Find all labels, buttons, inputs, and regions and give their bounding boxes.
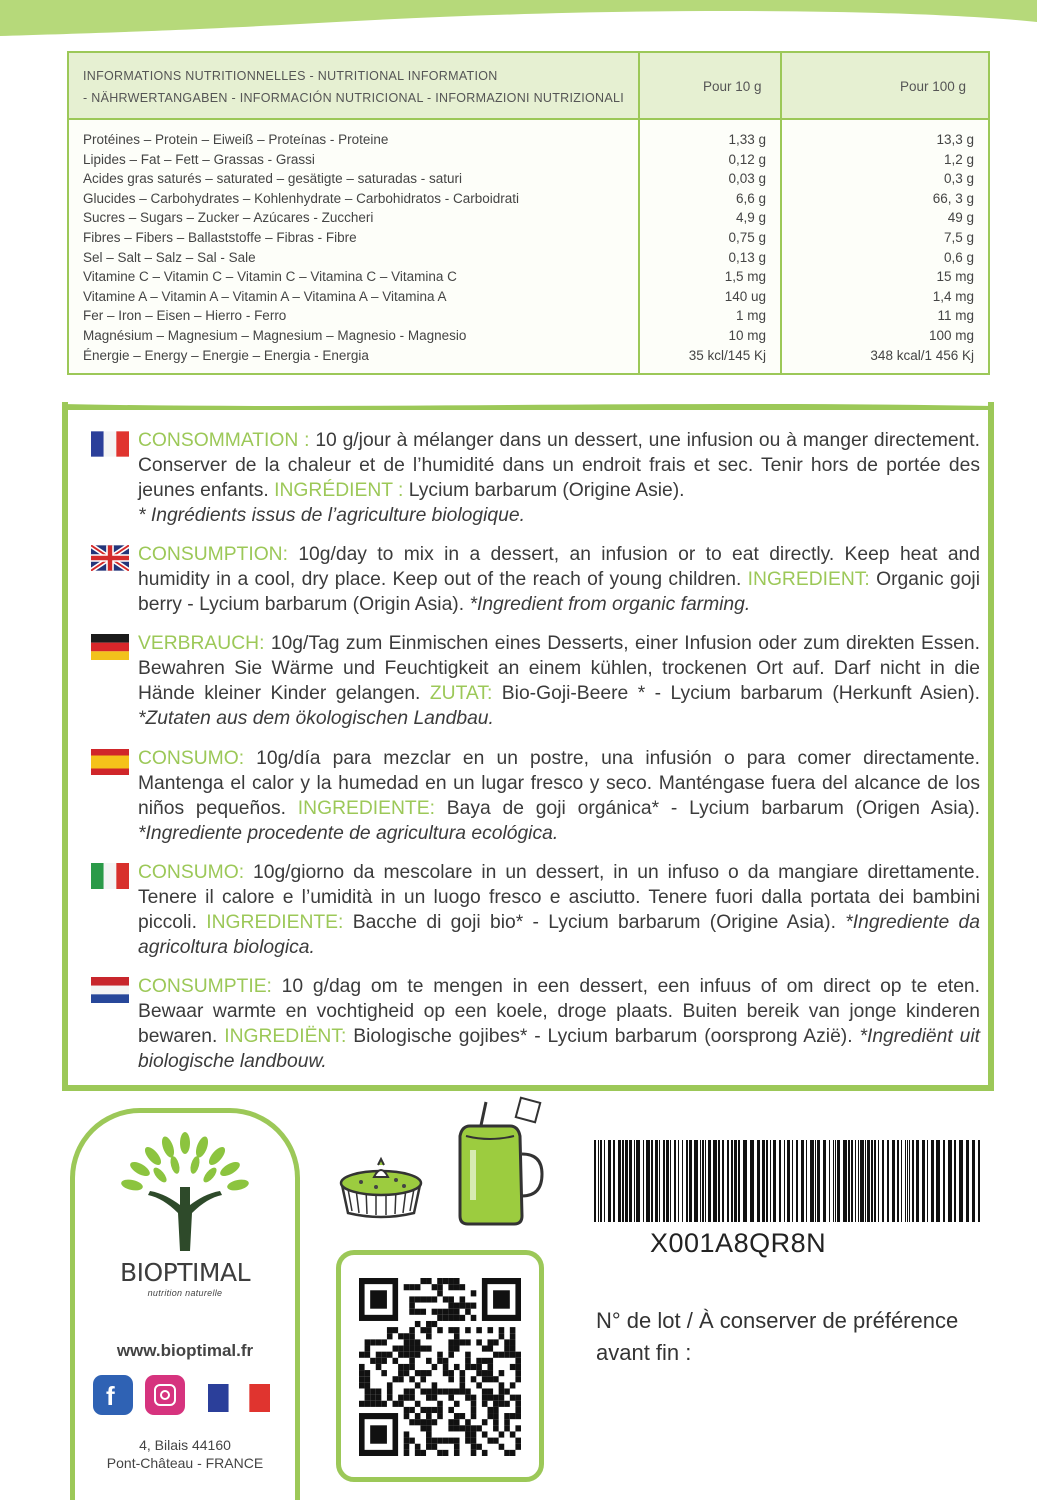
- nutrient-label: Fer – Iron – Eisen – Hierro - Ferro: [83, 308, 287, 324]
- spanish-flag-icon: [91, 749, 129, 775]
- brand-name: BIOPTIMAL: [119, 1258, 251, 1287]
- nutrient-label: Sucres – Sugars – Zucker – Azúcares - Zuccheri: [83, 210, 374, 226]
- instagram-icon[interactable]: [145, 1375, 185, 1415]
- nutrient-label: Vitamine A – Vitamin A – Vitamin A – Vitamina A – Vitamina A: [83, 288, 447, 304]
- fr-consumption-text: 10 g/jour à mélanger dans un dessert, une infusion ou à manger directement. Conserver de la chaleur et de l’humidité dans un endroit frais et sec. Tenir hors de portée des jeunes enfants.: [138, 430, 980, 501]
- value-per-10g: 1 mg: [735, 308, 766, 324]
- en-consumption-keyword: CONSUMPTION:: [138, 544, 288, 565]
- de-ingredient-text: Bio-Goji-Beere * - Lycium barbarum (Herkunft Asien).: [492, 683, 981, 704]
- value-per-10g: 1,5 mg: [724, 269, 766, 285]
- value-per-100g: 0,3 g: [943, 171, 974, 187]
- de-organic-note: *Zutaten aus dem ökologischen Landbau.: [138, 708, 494, 729]
- value-per-100g: 13,3 g: [936, 132, 974, 147]
- it-consumption-text: 10g/giorno da mescolare in un dessert, in un infuso o da mangiare direttamente. Tenere il calore e l’umidità in un luogo fresco e asciutto. Tenere fuori dalla portata dei bambini piccoli.: [138, 862, 980, 933]
- value-per-100g: 49 g: [947, 210, 974, 226]
- nutrition-title-line1: INFORMATIONS NUTRITIONNELLES - NUTRITIONAL INFORMATION: [83, 69, 498, 83]
- value-per-100g: 7,5 g: [943, 229, 974, 245]
- es-text: [138, 746, 980, 846]
- value-per-10g: 0,13 g: [728, 249, 766, 265]
- barcode-number: X001A8QR8N: [650, 1228, 827, 1258]
- nutrient-label: Protéines – Protein – Eiweiß – Proteínas - Proteine: [83, 132, 389, 147]
- nl-organic-note: *Ingrediënt uit biologische landbouw.: [138, 1026, 980, 1072]
- top-green-wave: [0, 0, 1037, 40]
- de-consumption-keyword: VERBRAUCH:: [138, 633, 265, 654]
- dutch-flag-icon: [91, 977, 129, 1003]
- nl-text: [138, 974, 980, 1074]
- smoothie-jar-icon: [450, 1096, 550, 1228]
- nl-ingredient-text: Biologische gojibes* - Lycium barbarum (oorsprong Azië).: [346, 1026, 860, 1047]
- value-per-100g: 348 kcal/1 456 Kj: [870, 347, 974, 363]
- nl-ingredient-keyword: INGREDIËNT:: [224, 1026, 347, 1047]
- nutrition-row: [69, 328, 988, 348]
- nutrition-row: [69, 210, 988, 230]
- nutrient-label: Glucides – Carbohydrates – Kohlenhydrate – Carbohidratos - Carboidrati: [83, 190, 519, 206]
- es-consumption-text: 10g/día para mezclar en un postre, una infusión o para comer directamente. Mantenga el calor y la humedad en un lugar fresco y seco. Manténgase fuera del alcance de los niños pequeños.: [138, 748, 980, 819]
- value-per-10g: 0,03 g: [728, 171, 766, 187]
- nutrition-row: [69, 230, 988, 250]
- brand-tagline: nutrition naturelle: [147, 1288, 223, 1298]
- address-line2: Pont-Château - FRANCE: [106, 1455, 264, 1471]
- value-per-100g: 1,2 g: [943, 151, 974, 167]
- es-consumption-keyword: CONSUMO:: [138, 748, 245, 769]
- lot-label-line1: N° de lot / À conserver de préférence: [596, 1308, 959, 1333]
- header-divider: [69, 118, 988, 120]
- usage-instructions: [62, 402, 994, 1091]
- de-consumption-text: 10g/Tag zum Einmischen eines Desserts, einer Infusion oder zum direkten Essen. Bewahren Sie Wärme und Feuchtigkeit an einem kühlen, trockenen Ort auf. Darf nicht in die Hände kleiner Kinder gelangen.: [138, 633, 980, 704]
- qr-code-frame: [336, 1250, 544, 1482]
- italian-flag-icon: [91, 863, 129, 889]
- it-ingredient-text: Bacche di goji bio* - Lycium barbarum (Origine Asia).: [343, 912, 846, 933]
- nutrient-label: Énergie – Energy – Energie – Energia - Energia: [83, 347, 369, 363]
- french-flag-icon: [91, 431, 129, 457]
- value-per-100g: 11 mg: [937, 308, 974, 324]
- es-ingredient-text: Baya de goji orgánica* - Lycium barbarum (Origen Asia).: [434, 798, 980, 819]
- fr-organic-note: * Ingrédients issus de l’agriculture biologique.: [138, 505, 525, 526]
- en-consumption-text: 10g/day to mix in a dessert, an infusion or to eat directly. Keep heat and humidity in a cool, dry place. Keep out of the reach of young children.: [138, 544, 980, 590]
- nutrition-row: [69, 308, 988, 328]
- tree-logo-icon: [120, 1131, 250, 1256]
- website-link[interactable]: www.bioptimal.fr: [116, 1341, 254, 1360]
- nutrition-rows: [69, 132, 988, 367]
- value-per-10g: 1,33 g: [728, 132, 766, 147]
- nutrition-header: [69, 53, 988, 118]
- en-ingredient-keyword: INGREDIENT:: [747, 569, 870, 590]
- es-organic-note: *Ingrediente procedente de agricultura ecológica.: [138, 823, 559, 844]
- en-ingredient-text: Organic goji berry - Lycium barbarum (Origin Asia).: [138, 569, 980, 615]
- nutrition-row: [69, 191, 988, 211]
- nutrition-row: [69, 269, 988, 289]
- de-ingredient-keyword: ZUTAT:: [429, 683, 493, 704]
- nutrient-label: Fibres – Fibers – Ballaststoffe – Fibras - Fibre: [83, 229, 357, 245]
- value-per-10g: 140 ug: [724, 288, 766, 304]
- value-per-100g: 100 mg: [928, 327, 974, 343]
- nutrient-label: Acides gras saturés – saturated – gesätigte – saturadas - saturi: [83, 171, 462, 187]
- nutrition-row: [69, 171, 988, 191]
- it-organic-note: *Ingrediente da agricoltura biologica.: [138, 912, 981, 958]
- value-per-100g: 0,6 g: [943, 249, 974, 265]
- nutrient-label: Lipides – Fat – Fett – Grassas - Grassi: [83, 151, 315, 167]
- nutrition-row: [69, 132, 988, 152]
- es-ingredient-keyword: INGREDIENTE:: [297, 798, 435, 819]
- nutrition-row: [69, 250, 988, 270]
- qr-code-icon[interactable]: [359, 1278, 521, 1456]
- nutrient-label: Vitamine C – Vitamin C – Vitamin C – Vitamina C – Vitamina C: [83, 269, 457, 285]
- nl-consumption-text: 10 g/dag om te mengen in een dessert, een infuus of om direct op te eten. Bewaar warmte en vochtigheid op een koele, droge plaats. Buiten bereik van jonge kinderen bewaren.: [138, 976, 980, 1047]
- nutrition-row: [69, 348, 988, 368]
- nl-consumption-keyword: CONSUMPTIE:: [138, 976, 272, 997]
- column-header-10g: Pour 10 g: [703, 79, 762, 94]
- value-per-10g: 35 kcl/145 Kj: [688, 347, 766, 363]
- en-organic-note: *Ingredient from organic farming.: [469, 594, 751, 615]
- german-flag-icon: [91, 634, 129, 660]
- value-per-100g: 66, 3 g: [932, 190, 974, 206]
- uk-flag-icon: [91, 545, 129, 571]
- fr-ingredient-text: Lycium barbarum (Origine Asie).: [403, 480, 685, 501]
- it-text: [138, 860, 980, 960]
- fr-consumption-keyword: CONSOMMATION :: [138, 430, 310, 451]
- tart-icon: [336, 1155, 426, 1220]
- nutrient-label: Magnésium – Magnesium – Magnesium – Magnesio - Magnesio: [83, 327, 467, 343]
- french-flag-icon: [208, 1384, 270, 1412]
- it-consumption-keyword: CONSUMO:: [138, 862, 245, 883]
- address-line1: 4, Bilais 44160: [139, 1437, 231, 1453]
- en-text: [138, 542, 980, 617]
- value-per-10g: 4,9 g: [735, 210, 766, 226]
- barcode-icon: [594, 1140, 982, 1222]
- nutrient-label: Sel – Salt – Salz – Sal - Sale: [83, 249, 256, 265]
- value-per-100g: 15 mg: [936, 269, 974, 285]
- column-header-100g: Pour 100 g: [900, 79, 967, 94]
- fr-ingredient-keyword: INGRÉDIENT :: [274, 480, 404, 501]
- nutrition-row: [69, 152, 988, 172]
- brand-panel: [70, 1108, 300, 1500]
- value-per-100g: 1,4 mg: [932, 288, 974, 304]
- value-per-10g: 0,75 g: [728, 229, 766, 245]
- value-per-10g: 0,12 g: [728, 151, 766, 167]
- lot-label-line2: avant fin :: [596, 1340, 692, 1365]
- it-ingredient-keyword: INGREDIENTE:: [206, 912, 344, 933]
- de-text: [138, 631, 980, 731]
- nutrition-row: [69, 289, 988, 309]
- fr-text: [138, 428, 980, 528]
- value-per-10g: 10 mg: [728, 327, 766, 343]
- facebook-icon[interactable]: f: [93, 1375, 133, 1415]
- nutrition-table: [67, 51, 990, 375]
- value-per-10g: 6,6 g: [735, 190, 766, 206]
- nutrition-title-line2: - NÄHRWERTANGABEN - INFORMACIÓN NUTRICIONAL - INFORMAZIONI NUTRIZIONALI: [83, 91, 624, 105]
